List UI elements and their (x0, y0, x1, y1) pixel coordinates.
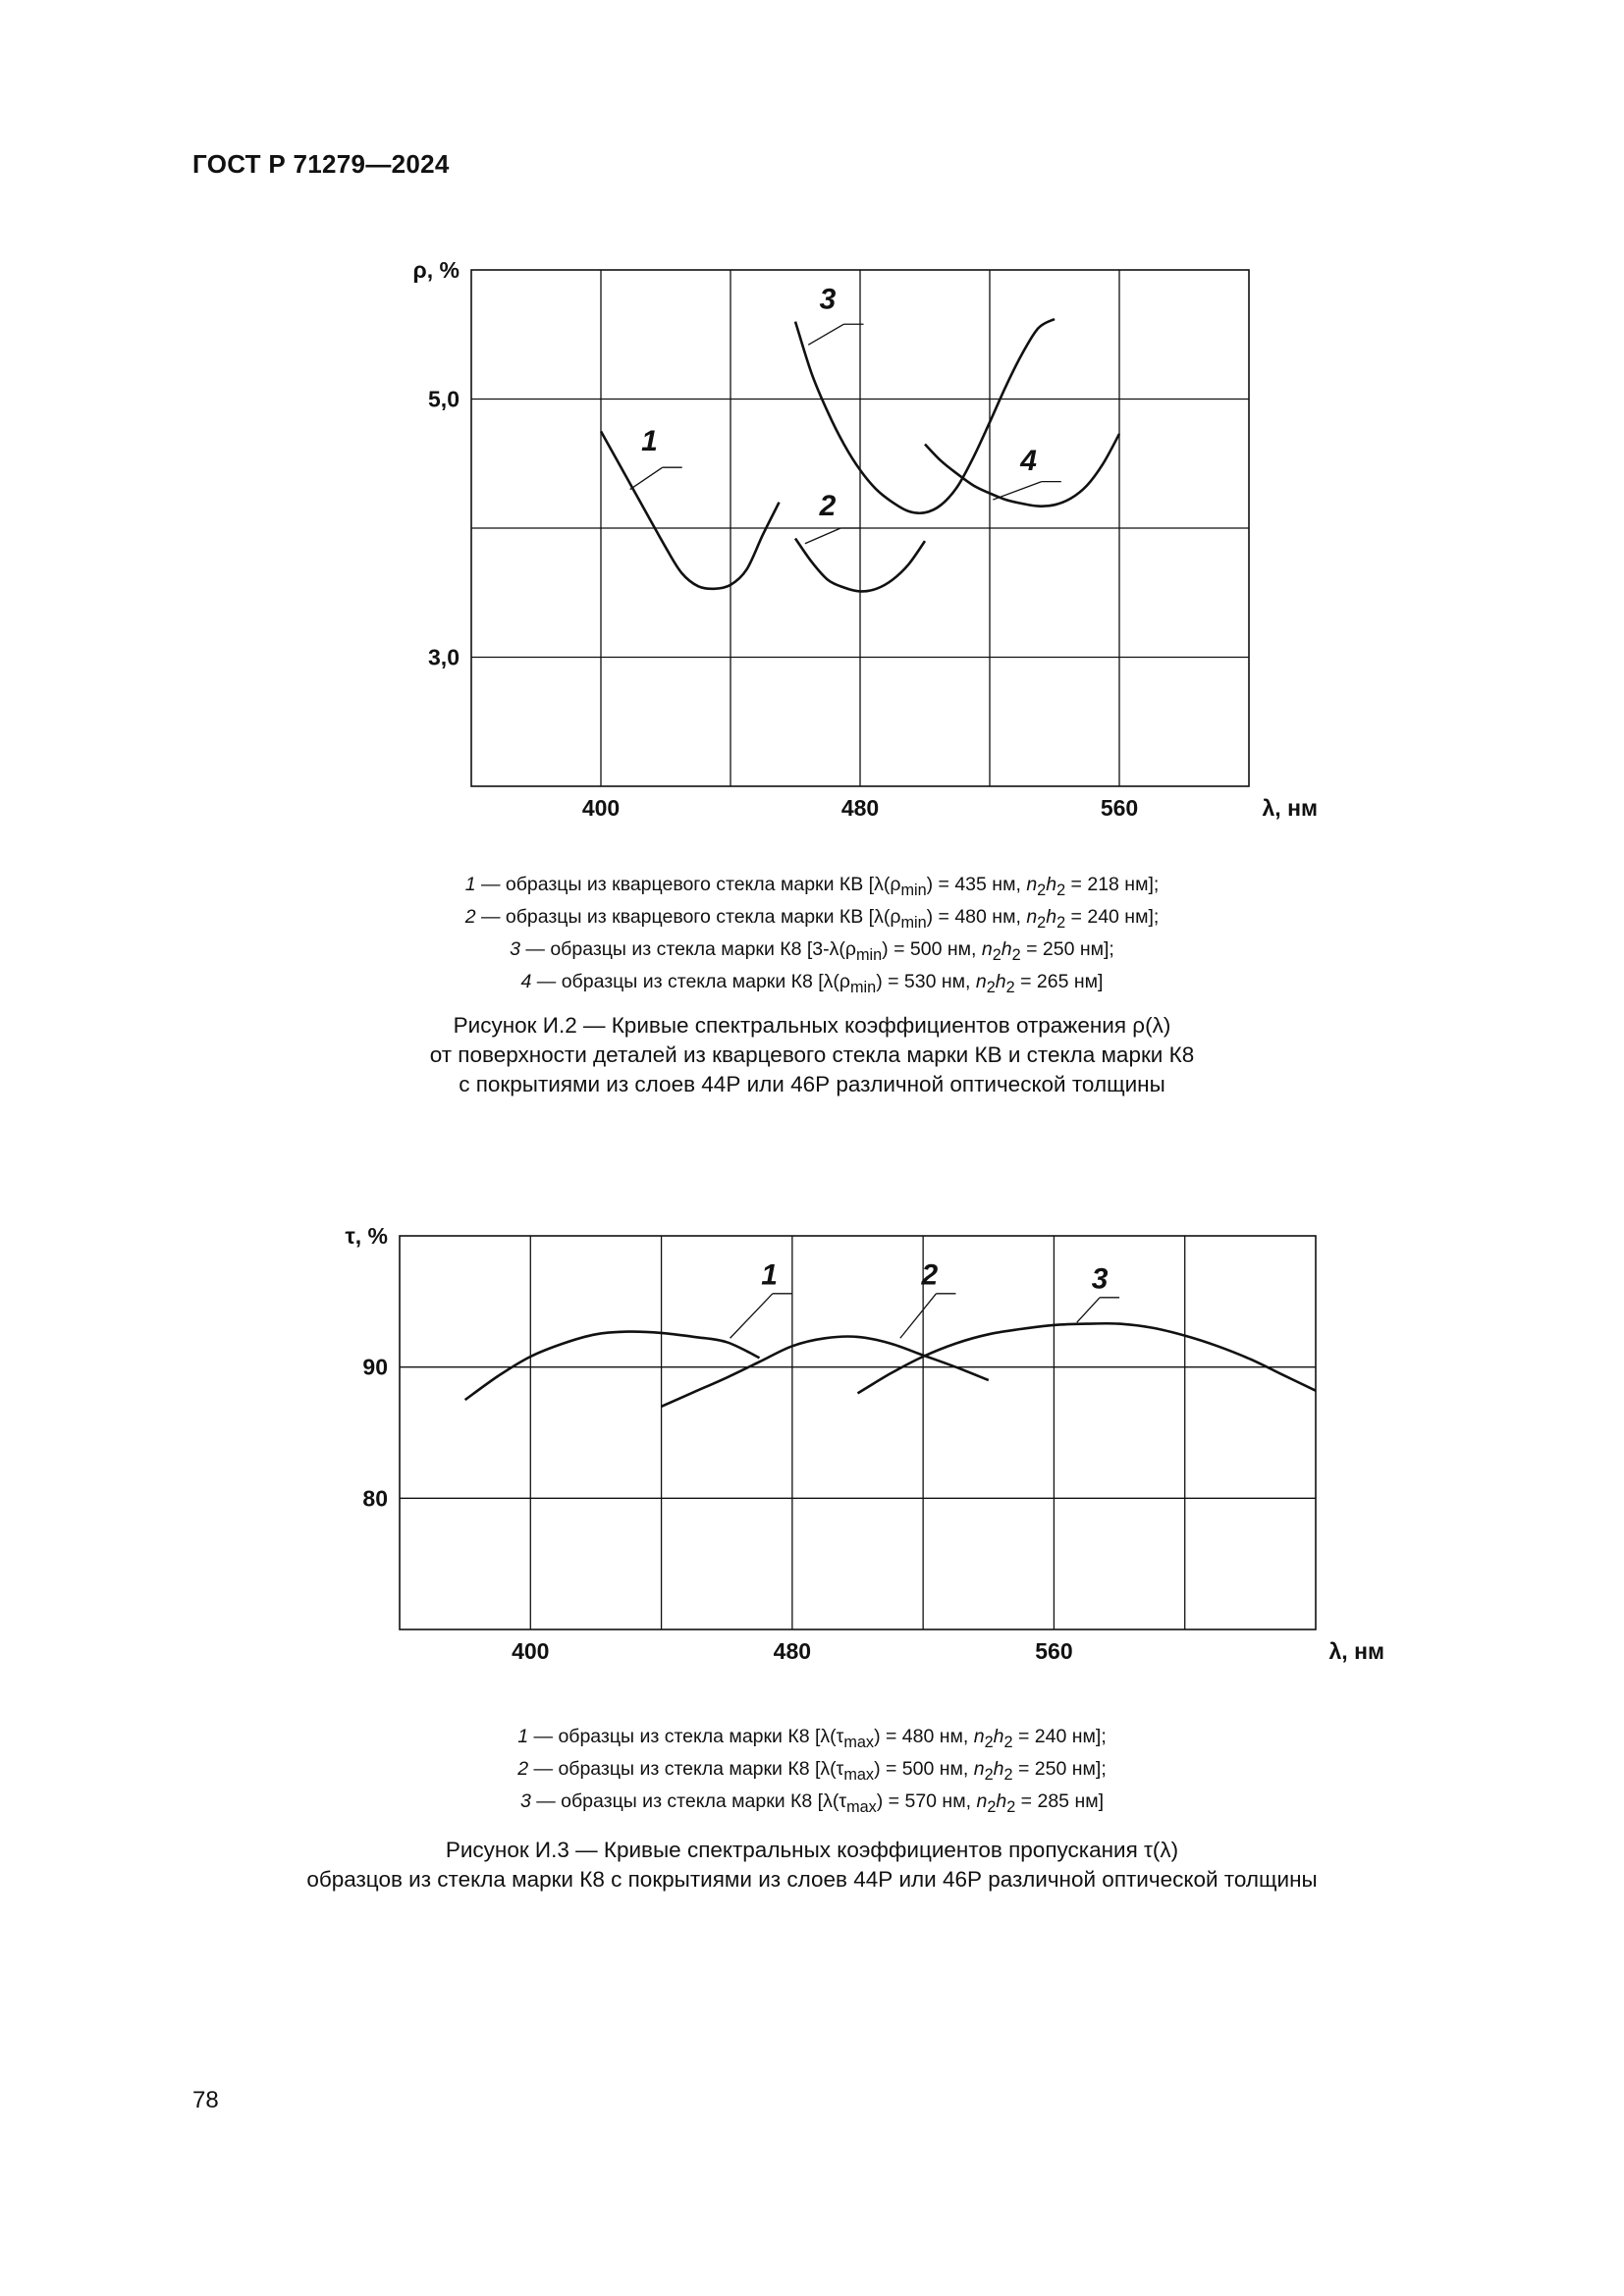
x-axis-title: λ, нм (1262, 795, 1318, 821)
y-tick-label: 90 (362, 1354, 388, 1380)
x-tick-label: 560 (1100, 795, 1139, 821)
x-tick-label: 400 (581, 795, 621, 821)
x-tick-label: 560 (1035, 1638, 1073, 1664)
y-tick-label: 80 (362, 1485, 388, 1512)
legend-line: 2 — образцы из кварцевого стекла марки КВ [$\lambda(\rho_{min}) = 480$ нм, $n_2h_2 = 240$ нм]; (464, 905, 1160, 932)
curve-label-leader (731, 1294, 773, 1338)
caption-line: от поверхности деталей из кварцевого стекла марки КВ и стекла марки К8 (429, 1042, 1195, 1067)
document-header: ГОСТ Р 71279—2024 (192, 149, 450, 179)
series-curve-1 (465, 1332, 760, 1401)
legend-line: 4 — образцы из стекла марки К8 [$\lambda(\rho_{min}) = 530$ нм, $n_2h_2 = 265$ нм] (520, 970, 1104, 996)
legend-line: 1 — образцы из стекла марки К8 [$\lambda(\tau_{max}) = 480$ нм, $n_2h_2 = 240$ нм]; (517, 1726, 1107, 1751)
x-tick-label: 480 (840, 795, 880, 821)
caption-line: Рисунок И.2 — Кривые спектральных коэффициентов отражения ρ(λ) (453, 1013, 1171, 1038)
y-axis-title: ρ, % (412, 257, 460, 283)
y-tick-label: 3,0 (428, 644, 460, 670)
curve-label: 3 (1091, 1262, 1109, 1296)
curve-label-leader (1077, 1298, 1100, 1322)
x-tick-label: 400 (512, 1638, 550, 1664)
x-tick-label: 480 (773, 1638, 812, 1664)
y-tick-label: 5,0 (428, 386, 460, 412)
caption-line: Рисунок И.3 — Кривые спектральных коэффициентов пропускания τ(λ) (445, 1838, 1179, 1862)
curve-label: 1 (641, 425, 658, 458)
caption-line: образцов из стекла марки К8 с покрытиями из слоев 44Р или 46Р различной оптической толщины (306, 1867, 1318, 1892)
x-axis-title: λ, нм (1328, 1638, 1384, 1664)
legend-line: 3 — образцы из стекла марки К8 [$3-\lambda(\rho_{min}) = 500$ нм, $n_2h_2 = 250$ нм]; (510, 937, 1114, 964)
figure-i3-legend (0, 1724, 1624, 1821)
legend-line: 1 — образцы из кварцевого стекла марки КВ [$\lambda(\rho_{min}) = 435$ нм, $n_2h_2 = 218$ нм]; (464, 874, 1160, 899)
curve-label: 2 (921, 1258, 939, 1292)
caption-line: с покрытиями из слоев 44Р или 46Р различной оптической толщины (459, 1072, 1165, 1096)
curve-label: 1 (761, 1258, 778, 1292)
series-curve-3 (858, 1323, 1317, 1393)
legend-line: 3 — образцы из стекла марки К8 [$\lambda(\tau_{max}) = 570$ нм, $n_2h_2 = 285$ нм] (519, 1789, 1105, 1816)
page-number: 78 (192, 2087, 219, 2113)
curve-label: 2 (819, 489, 837, 522)
curve-label: 3 (819, 283, 837, 316)
curve-label: 4 (1020, 444, 1037, 477)
curve-label-leader (900, 1294, 937, 1338)
y-axis-title: τ, % (345, 1223, 388, 1249)
plot-frame (400, 1236, 1316, 1629)
legend-line: 2 — образцы из стекла марки К8 [$\lambda(\tau_{max}) = 500$ нм, $n_2h_2 = 250$ нм]; (517, 1757, 1107, 1784)
figure-i3-caption (0, 1836, 1624, 1895)
series-curve-2 (662, 1337, 989, 1407)
